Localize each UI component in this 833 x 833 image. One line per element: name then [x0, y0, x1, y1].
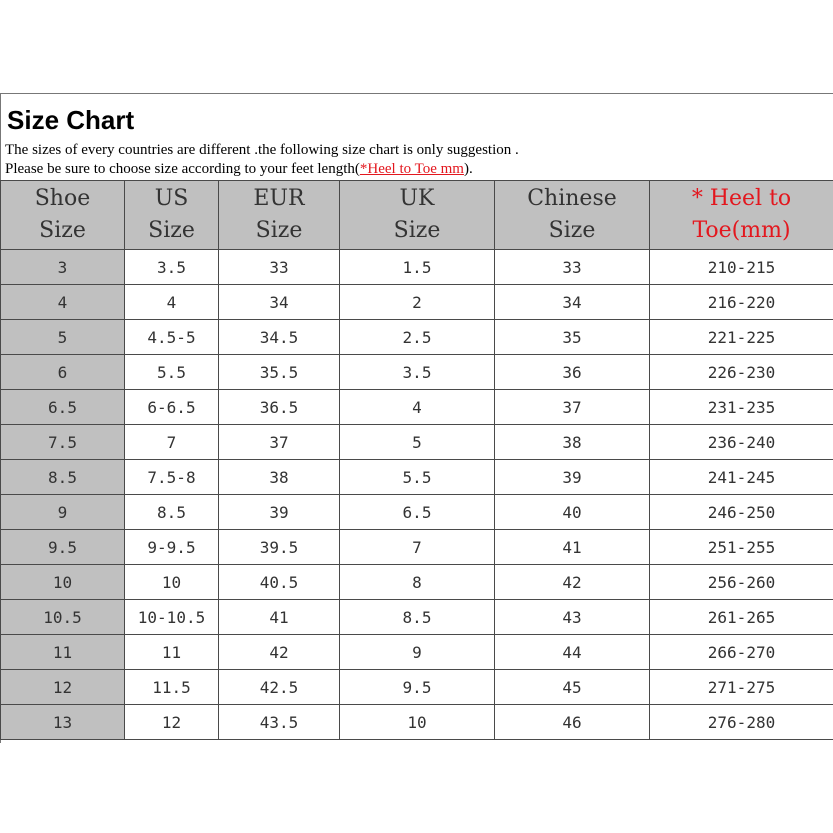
cell-chinese-size: 42 [495, 565, 650, 600]
table-row [1, 600, 833, 635]
cell-chinese-size: 44 [495, 635, 650, 670]
size-note-line-1 [5, 141, 519, 159]
cell-uk-size: 10 [340, 705, 495, 740]
cell-chinese-size: 45 [495, 670, 650, 705]
header-shoe-size: Shoe Size [1, 181, 125, 250]
cell-chinese-size: 38 [495, 425, 650, 460]
cell-shoe-size: 10.5 [1, 600, 125, 635]
cell-us-size: 12 [125, 705, 219, 740]
cell-shoe-size: 6.5 [1, 390, 125, 425]
cell-eur-size: 39.5 [219, 530, 340, 565]
cell-uk-size: 3.5 [340, 355, 495, 390]
cell-shoe-size: 4 [1, 285, 125, 320]
cell-uk-size: 8 [340, 565, 495, 600]
cell-chinese-size: 33 [495, 250, 650, 285]
cell-chinese-size: 41 [495, 530, 650, 565]
cell-eur-size: 36.5 [219, 390, 340, 425]
cell-shoe-size: 12 [1, 670, 125, 705]
cell-chinese-size: 40 [495, 495, 650, 530]
page-title: Size Chart [7, 105, 135, 135]
cell-us-size: 5.5 [125, 355, 219, 390]
cell-shoe-size: 10 [1, 565, 125, 600]
cell-heel-to-toe: 221-225 [650, 320, 833, 355]
cell-chinese-size: 34 [495, 285, 650, 320]
header-us-size: US Size [125, 181, 219, 250]
cell-uk-size: 9 [340, 635, 495, 670]
cell-uk-size: 5.5 [340, 460, 495, 495]
cell-us-size: 8.5 [125, 495, 219, 530]
cell-eur-size: 42.5 [219, 670, 340, 705]
note-text-suffix: ). [463, 161, 473, 177]
cell-us-size: 4.5-5 [125, 320, 219, 355]
cell-heel-to-toe: 236-240 [650, 425, 833, 460]
header-heel-to-toe: * Heel to Toe(mm) [650, 181, 833, 250]
cell-eur-size: 33 [219, 250, 340, 285]
cell-us-size: 6-6.5 [125, 390, 219, 425]
cell-chinese-size: 39 [495, 460, 650, 495]
note-text-prefix: Please be sure to choose size according to your feet length( [5, 161, 360, 177]
cell-us-size: 10-10.5 [125, 600, 219, 635]
note-heel-to-toe: *Heel to Toe mm [359, 161, 464, 177]
size-note-line-2 [5, 160, 473, 178]
table-row [1, 425, 833, 460]
cell-uk-size: 9.5 [340, 670, 495, 705]
table-row [1, 250, 833, 285]
cell-heel-to-toe: 276-280 [650, 705, 833, 740]
cell-heel-to-toe: 251-255 [650, 530, 833, 565]
cell-eur-size: 39 [219, 495, 340, 530]
cell-chinese-size: 46 [495, 705, 650, 740]
cell-heel-to-toe: 216-220 [650, 285, 833, 320]
cell-us-size: 4 [125, 285, 219, 320]
cell-uk-size: 4 [340, 390, 495, 425]
cell-eur-size: 42 [219, 635, 340, 670]
table-row [1, 495, 833, 530]
cell-shoe-size: 9.5 [1, 530, 125, 565]
cell-uk-size: 8.5 [340, 600, 495, 635]
size-table [0, 180, 833, 740]
note-text: The sizes of every countries are different .the following size chart is only suggestion . [5, 142, 519, 158]
table-row [1, 355, 833, 390]
cell-heel-to-toe: 261-265 [650, 600, 833, 635]
cell-uk-size: 1.5 [340, 250, 495, 285]
cell-us-size: 7.5-8 [125, 460, 219, 495]
table-row [1, 705, 833, 740]
header-eur-size: EUR Size [219, 181, 340, 250]
cell-heel-to-toe: 241-245 [650, 460, 833, 495]
header-uk-size: UK Size [340, 181, 495, 250]
cell-us-size: 9-9.5 [125, 530, 219, 565]
cell-uk-size: 2.5 [340, 320, 495, 355]
cell-eur-size: 34 [219, 285, 340, 320]
cell-chinese-size: 37 [495, 390, 650, 425]
cell-eur-size: 40.5 [219, 565, 340, 600]
cell-heel-to-toe: 266-270 [650, 635, 833, 670]
header-chinese-size: Chinese Size [495, 181, 650, 250]
cell-heel-to-toe: 246-250 [650, 495, 833, 530]
cell-heel-to-toe: 231-235 [650, 390, 833, 425]
table-header-row [1, 181, 833, 250]
cell-heel-to-toe: 210-215 [650, 250, 833, 285]
table-row [1, 635, 833, 670]
cell-uk-size: 5 [340, 425, 495, 460]
cell-shoe-size: 5 [1, 320, 125, 355]
table-row [1, 285, 833, 320]
cell-us-size: 7 [125, 425, 219, 460]
cell-heel-to-toe: 226-230 [650, 355, 833, 390]
table-row [1, 565, 833, 600]
cell-shoe-size: 6 [1, 355, 125, 390]
cell-chinese-size: 43 [495, 600, 650, 635]
cell-heel-to-toe: 271-275 [650, 670, 833, 705]
cell-shoe-size: 11 [1, 635, 125, 670]
cell-uk-size: 7 [340, 530, 495, 565]
table-row [1, 460, 833, 495]
table-row [1, 390, 833, 425]
cell-eur-size: 38 [219, 460, 340, 495]
cell-eur-size: 43.5 [219, 705, 340, 740]
cell-eur-size: 41 [219, 600, 340, 635]
cell-shoe-size: 13 [1, 705, 125, 740]
table-body [1, 250, 833, 740]
cell-heel-to-toe: 256-260 [650, 565, 833, 600]
cell-us-size: 11.5 [125, 670, 219, 705]
cell-eur-size: 35.5 [219, 355, 340, 390]
cell-eur-size: 37 [219, 425, 340, 460]
cell-us-size: 3.5 [125, 250, 219, 285]
cell-uk-size: 6.5 [340, 495, 495, 530]
cell-chinese-size: 36 [495, 355, 650, 390]
cell-shoe-size: 3 [1, 250, 125, 285]
cell-us-size: 10 [125, 565, 219, 600]
table-row [1, 670, 833, 705]
cell-shoe-size: 7.5 [1, 425, 125, 460]
cell-shoe-size: 8.5 [1, 460, 125, 495]
table-row [1, 530, 833, 565]
cell-shoe-size: 9 [1, 495, 125, 530]
cell-uk-size: 2 [340, 285, 495, 320]
cell-eur-size: 34.5 [219, 320, 340, 355]
table-row [1, 320, 833, 355]
cell-us-size: 11 [125, 635, 219, 670]
cell-chinese-size: 35 [495, 320, 650, 355]
